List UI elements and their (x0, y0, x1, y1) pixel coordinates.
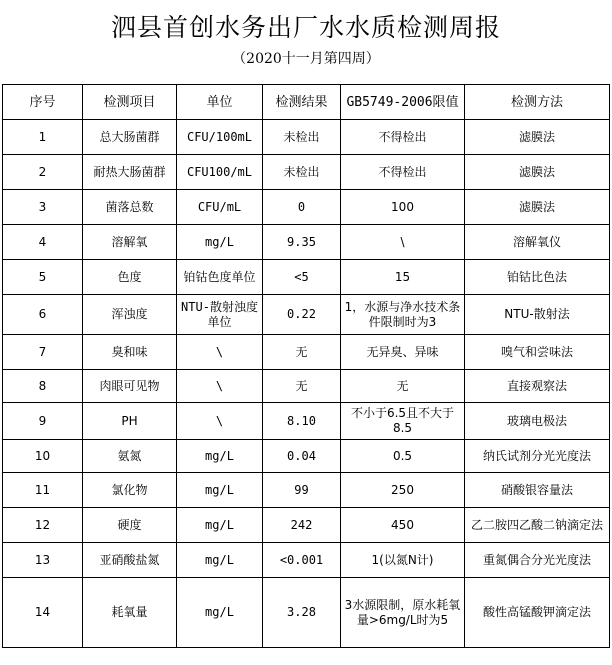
cell-index: 10 (3, 440, 83, 473)
cell-result: 9.35 (263, 225, 341, 260)
cell-method: 溶解氧仪 (465, 225, 610, 260)
cell-method: 滤膜法 (465, 190, 610, 225)
cell-index: 14 (3, 578, 83, 648)
cell-method: 乙二胺四乙酸二钠滴定法 (465, 508, 610, 543)
cell-method: 纳氏试剂分光光度法 (465, 440, 610, 473)
cell-result: 无 (263, 335, 341, 370)
header-unit: 单位 (177, 85, 263, 120)
cell-result: 未检出 (263, 155, 341, 190)
cell-index: 13 (3, 543, 83, 578)
table-row (3, 155, 610, 190)
cell-limit: 250 (341, 473, 465, 508)
cell-unit: CFU/100mL (177, 120, 263, 155)
cell-limit: 1，水源与净水技术条件限制时为3 (341, 295, 465, 335)
table-header-row (3, 85, 610, 120)
cell-result: <5 (263, 260, 341, 295)
table-row (3, 370, 610, 403)
cell-item: 总大肠菌群 (83, 120, 177, 155)
cell-unit: CFU100/mL (177, 155, 263, 190)
cell-index: 7 (3, 335, 83, 370)
cell-index: 11 (3, 473, 83, 508)
cell-limit: 100 (341, 190, 465, 225)
cell-method: 嗅气和尝味法 (465, 335, 610, 370)
cell-item: 氯化物 (83, 473, 177, 508)
cell-item: 耐热大肠菌群 (83, 155, 177, 190)
header-limit: GB5749-2006限值 (341, 85, 465, 120)
cell-method: NTU-散射法 (465, 295, 610, 335)
cell-unit: mg/L (177, 508, 263, 543)
cell-method: 滤膜法 (465, 155, 610, 190)
cell-method: 铂钴比色法 (465, 260, 610, 295)
cell-method: 直接观察法 (465, 370, 610, 403)
cell-index: 12 (3, 508, 83, 543)
table-row (3, 120, 610, 155)
table-row (3, 578, 610, 648)
cell-unit: mg/L (177, 225, 263, 260)
cell-limit: 0.5 (341, 440, 465, 473)
cell-item: 肉眼可见物 (83, 370, 177, 403)
cell-result: 8.10 (263, 403, 341, 440)
cell-item: 耗氧量 (83, 578, 177, 648)
cell-item: 浑浊度 (83, 295, 177, 335)
table-row (3, 225, 610, 260)
cell-unit: \ (177, 335, 263, 370)
cell-index: 8 (3, 370, 83, 403)
table-row (3, 403, 610, 440)
table-row (3, 543, 610, 578)
cell-item: 溶解氧 (83, 225, 177, 260)
report-title: 泗县首创水务出厂水水质检测周报 (110, 13, 501, 42)
table-row (3, 190, 610, 225)
cell-unit: NTU-散射浊度单位 (177, 295, 263, 335)
cell-unit: CFU/mL (177, 190, 263, 225)
cell-limit: 无异臭、异味 (341, 335, 465, 370)
cell-limit: 不得检出 (341, 120, 465, 155)
cell-item: 亚硝酸盐氮 (83, 543, 177, 578)
cell-index: 3 (3, 190, 83, 225)
water-quality-table (2, 84, 610, 648)
table-row (3, 295, 610, 335)
cell-item: 氨氮 (83, 440, 177, 473)
cell-result: 0.04 (263, 440, 341, 473)
cell-item: 菌落总数 (83, 190, 177, 225)
header-method: 检测方法 (465, 85, 610, 120)
cell-limit: 3水源限制，原水耗氧量>6mg/L时为5 (341, 578, 465, 648)
cell-limit: 1(以氮N计) (341, 543, 465, 578)
report-subtitle: （2020十一月第四周） (232, 51, 380, 67)
cell-result: 未检出 (263, 120, 341, 155)
cell-unit: mg/L (177, 473, 263, 508)
cell-limit: 不小于6.5且不大于8.5 (341, 403, 465, 440)
cell-result: 无 (263, 370, 341, 403)
cell-unit: 铂钴色度单位 (177, 260, 263, 295)
table-row (3, 508, 610, 543)
cell-limit: 不得检出 (341, 155, 465, 190)
cell-result: 99 (263, 473, 341, 508)
cell-result: 242 (263, 508, 341, 543)
cell-result: 3.28 (263, 578, 341, 648)
cell-index: 9 (3, 403, 83, 440)
cell-index: 5 (3, 260, 83, 295)
cell-item: PH (83, 403, 177, 440)
header-item: 检测项目 (83, 85, 177, 120)
cell-method: 酸性高锰酸钾滴定法 (465, 578, 610, 648)
cell-unit: mg/L (177, 543, 263, 578)
cell-index: 6 (3, 295, 83, 335)
cell-unit: mg/L (177, 440, 263, 473)
cell-item: 硬度 (83, 508, 177, 543)
cell-unit: \ (177, 403, 263, 440)
table-row (3, 335, 610, 370)
cell-result: 0.22 (263, 295, 341, 335)
cell-index: 4 (3, 225, 83, 260)
cell-method: 滤膜法 (465, 120, 610, 155)
cell-result: <0.001 (263, 543, 341, 578)
cell-index: 2 (3, 155, 83, 190)
cell-limit: \ (341, 225, 465, 260)
table-row (3, 473, 610, 508)
cell-unit: \ (177, 370, 263, 403)
cell-item: 臭和味 (83, 335, 177, 370)
header-result: 检测结果 (263, 85, 341, 120)
cell-method: 硝酸银容量法 (465, 473, 610, 508)
cell-result: 0 (263, 190, 341, 225)
cell-item: 色度 (83, 260, 177, 295)
cell-method: 玻璃电极法 (465, 403, 610, 440)
table-row (3, 440, 610, 473)
cell-unit: mg/L (177, 578, 263, 648)
cell-limit: 450 (341, 508, 465, 543)
table-row (3, 260, 610, 295)
cell-index: 1 (3, 120, 83, 155)
cell-method: 重氮偶合分光光度法 (465, 543, 610, 578)
cell-limit: 无 (341, 370, 465, 403)
header-index: 序号 (3, 85, 83, 120)
cell-limit: 15 (341, 260, 465, 295)
